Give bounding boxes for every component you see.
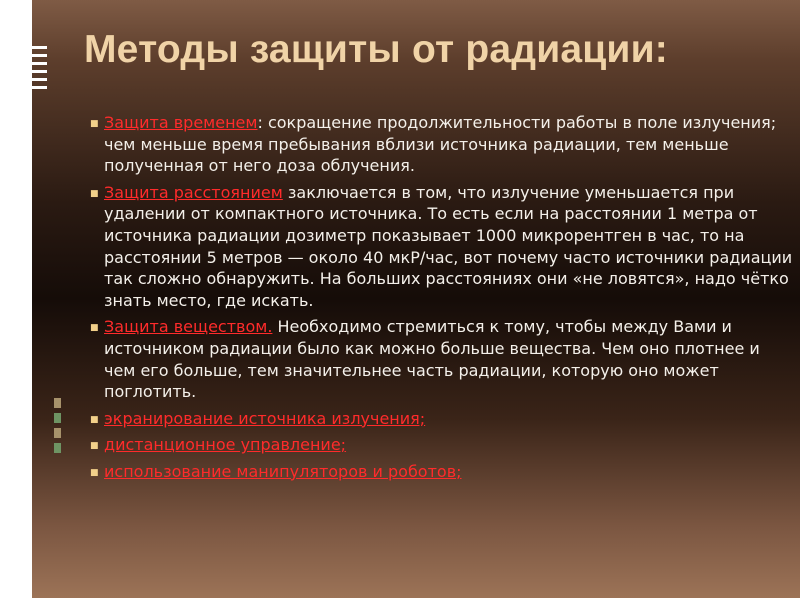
list-item: [90, 461, 794, 483]
list-item: [90, 434, 794, 456]
highlight-link[interactable]: Защита временем: [104, 113, 258, 132]
item-text: заключается в том, что излучение уменьшается при удалении от компактного источника. То есть если на расстоянии 1 метра от источника радиации дозиметр показывает 1000 микрорентген в час, то на расстоянии 5 метров — около 40 мкР/час, вот почему часто источники радиации так сложно обнаружить. На больших расстояниях они «не ловятся», надо чётко знать место, где искать.: [104, 182, 793, 310]
bullet-icon: ■: [90, 188, 99, 199]
bullet-icon: ■: [90, 467, 99, 478]
highlight-link[interactable]: Защита расстоянием: [104, 182, 283, 202]
bullet-icon: ■: [90, 414, 99, 425]
highlight-link[interactable]: экранирование источника излучения;: [104, 408, 426, 428]
list-item: [90, 112, 794, 177]
list-item: [90, 182, 794, 312]
decorative-lines: [32, 46, 47, 94]
list-item: [90, 408, 794, 430]
decorative-blocks: [54, 398, 61, 458]
highlight-link[interactable]: Защита веществом.: [104, 317, 273, 337]
highlight-link[interactable]: использование манипуляторов и роботов;: [104, 461, 462, 481]
bullet-icon: ■: [90, 441, 99, 452]
item-text: : сокращение продолжительности работы в поле излучения; чем меньше время пребывания вблизи источника радиации, тем меньше полученная от него доза облучения.: [104, 113, 777, 176]
highlight-link[interactable]: дистанционное управление;: [104, 435, 347, 455]
bullet-icon: ■: [90, 119, 99, 129]
bullet-icon: ■: [90, 323, 99, 334]
bullet-list: [90, 112, 794, 488]
slide-title: Методы защиты от радиации:: [84, 28, 668, 71]
slide: [32, 0, 800, 598]
item-text: Необходимо стремиться к тому, чтобы между Вами и источником радиации было как можно больше вещества. Чем оно плотнее и чем его больше, тем значительнее часть радиации, которую оно может поглотить.: [104, 317, 760, 402]
list-item: [90, 316, 794, 402]
